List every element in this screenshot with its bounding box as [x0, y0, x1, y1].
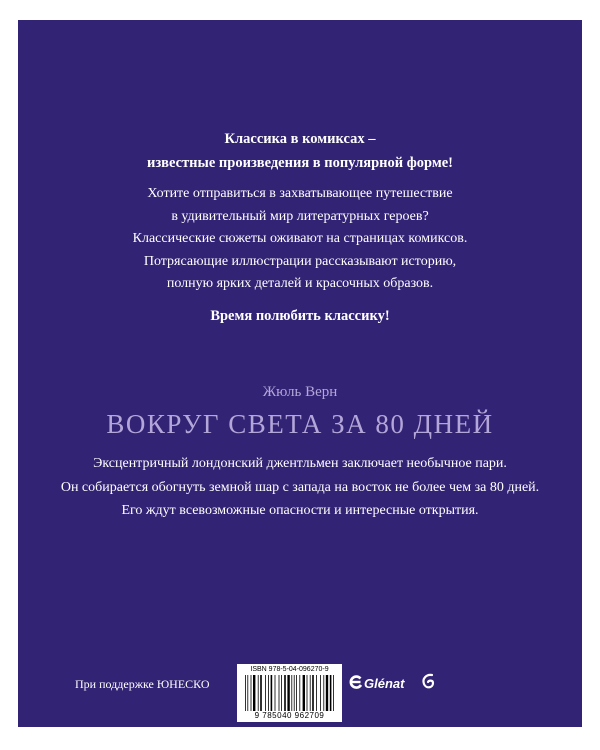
- eksmo-logo-icon: [349, 674, 363, 690]
- summary-line: Он собирается обогнуть земной шар с запада на восток не более чем за 80 дней.: [60, 479, 540, 495]
- barcode-bar: [316, 675, 317, 711]
- barcode-bar: [253, 675, 255, 711]
- barcode-bar: [265, 675, 266, 711]
- barcode-bar: [330, 675, 332, 711]
- swirl-logo-icon: [420, 672, 436, 692]
- summary-line: Эксцентричный лондонский джентльмен заключает необычное пари.: [93, 456, 507, 471]
- barcode-bar: [271, 675, 273, 711]
- tagline-line: известные произведения в популярной форме!: [147, 155, 453, 171]
- barcode-bar: [281, 675, 282, 711]
- barcode-bar: [251, 675, 252, 711]
- barcode-bar: [326, 675, 328, 711]
- barcode-digits: 9 785040 962709: [254, 711, 325, 720]
- barcode-bars: [243, 675, 336, 711]
- book-summary: [18, 452, 582, 523]
- book-title: ВОКРУГ СВЕТА ЗА 80 ДНЕЙ: [106, 409, 494, 439]
- barcode-bar: [258, 675, 259, 711]
- barcode-bar: [287, 675, 289, 711]
- back-cover: [18, 20, 582, 727]
- promo-text: [18, 183, 582, 296]
- barcode-bar: [279, 675, 280, 711]
- barcode-bar: [247, 675, 248, 711]
- summary-line: Его ждут всевозможные опасности и интересные открытия.: [121, 503, 479, 518]
- tagline: [18, 127, 582, 175]
- barcode-bar: [320, 675, 321, 711]
- glenat-logo: Glénat: [364, 676, 405, 691]
- promo-line: полную ярких деталей и красочных образов.: [166, 276, 434, 291]
- barcode-bar: [275, 675, 276, 711]
- promo-line: Хотите отправиться в захватывающее путешествие: [147, 186, 453, 201]
- barcode-bar: [284, 675, 286, 711]
- call-to-action: Время полюбить классику!: [210, 308, 390, 324]
- promo-line: в удивительный мир литературных героев?: [171, 208, 429, 224]
- barcode-bar: [291, 675, 292, 711]
- barcode-bar: [312, 675, 314, 711]
- promo-line: Потрясающие иллюстрации рассказывают историю,: [143, 253, 457, 269]
- barcode-bar: [323, 675, 324, 711]
- barcode-bar: [245, 675, 246, 711]
- barcode-bar: [299, 675, 300, 711]
- barcode-bar: [260, 675, 262, 711]
- unesco-support-note: При поддержке ЮНЕСКО: [75, 677, 210, 691]
- barcode-bar: [268, 675, 269, 711]
- barcode-bar: [333, 675, 334, 711]
- barcode-bar: [307, 675, 308, 711]
- barcode-bar: [296, 675, 297, 711]
- barcode-bar: [310, 675, 311, 711]
- promo-line: Классические сюжеты оживают на страницах комиксов.: [132, 231, 468, 246]
- barcode-bar: [303, 675, 305, 711]
- isbn-number: ISBN 978-5-04-096270-9: [250, 666, 329, 673]
- book-author: Жюль Верн: [262, 384, 338, 400]
- tagline-line: Классика в комиксах –: [224, 131, 376, 147]
- isbn-barcode: [237, 664, 342, 722]
- barcode-bar: [294, 675, 295, 711]
